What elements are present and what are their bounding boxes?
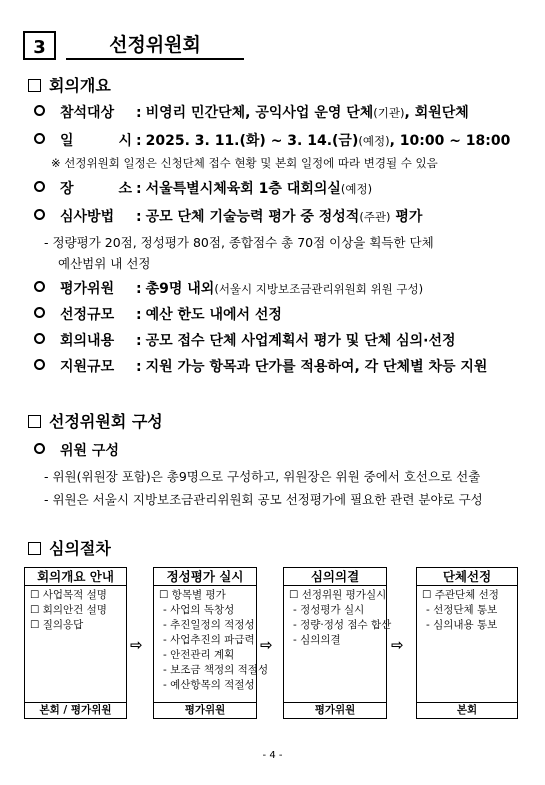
- overview-row-content: 회의내용 : 공모 접수 단체 사업계획서 평가 및 단체 심의·선정: [34, 330, 456, 350]
- overview-row-scale: 선정규모 : 예산 한도 내에서 선정: [34, 304, 282, 324]
- overview-row-support: 지원규모 : 지원 가능 항목과 단가를 적용하여, 각 단체별 차등 지원: [34, 356, 487, 376]
- checkbox-icon: [28, 415, 41, 428]
- procedure-item: ☐ 주관단체 선정: [422, 589, 499, 601]
- row-label: 지원규모: [60, 359, 115, 375]
- circle-bullet-icon: [34, 333, 45, 344]
- procedure-box-title: 정성평가 실시: [154, 568, 256, 586]
- overview-row-venue: 장 소 : 서울특별시체육회 1층 대회의실(예정): [34, 178, 372, 198]
- circle-bullet-icon: [34, 281, 45, 292]
- row-label: 심사방법: [60, 209, 115, 225]
- row-value: 공모 단체 기술능력 평가 중 정성적: [145, 209, 360, 225]
- right-arrow-icon: ⇨: [130, 636, 143, 654]
- composition-subheading-text: 위원 구성: [60, 443, 119, 459]
- procedure-item: - 정성평가 실시: [293, 604, 365, 616]
- row-value-small: (서울시 지방보조금관리위원회 위원 구성): [214, 282, 424, 296]
- method-note-line2: 예산범위 내 선정: [58, 256, 151, 271]
- procedure-item: ☐ 항목별 평가: [159, 589, 226, 601]
- circle-bullet-icon: [34, 359, 45, 370]
- row-label: 평가위원: [60, 281, 115, 297]
- procedure-box-selection: [416, 567, 518, 719]
- procedure-item: - 추진일정의 적정성: [163, 619, 255, 631]
- procedure-heading-text: 심의절차: [49, 539, 111, 558]
- row-value-after: , 회원단체: [404, 105, 469, 121]
- row-value-small: (주관): [359, 210, 391, 224]
- circle-bullet-icon: [34, 181, 45, 192]
- row-value: 공모 접수 단체 사업계획서 평가 및 단체 심의·선정: [145, 333, 456, 349]
- overview-row-evaluators: 평가위원 : 총9명 내외(서울시 지방보조금관리위원회 위원 구성): [34, 278, 423, 298]
- procedure-box-footer: 본회 / 평가위원: [25, 702, 126, 718]
- overview-heading-text: 회의개요: [49, 76, 111, 95]
- row-value-small: (예정): [358, 134, 390, 148]
- row-value: 지원 가능 항목과 단가를 적용하여, 각 단체별 차등 지원: [145, 359, 488, 375]
- procedure-item: - 심의내용 통보: [426, 619, 498, 631]
- overview-row-attendees: 참석대상 : 비영리 민간단체, 공익사업 운영 단체(기관), 회원단체: [34, 102, 469, 122]
- right-arrow-icon: ⇨: [260, 636, 273, 654]
- overview-row-datetime: 일 시 : 2025. 3. 11.(화) ~ 3. 14.(금)(예정), 10:00 ~ 18:00: [34, 130, 510, 150]
- row-label: 선정규모: [60, 307, 115, 323]
- row-value-small: (기관): [373, 106, 405, 120]
- circle-bullet-icon: [34, 209, 45, 220]
- section-number: 3: [23, 31, 56, 60]
- row-label: 장 소: [60, 181, 132, 197]
- procedure-item: ☐ 회의안건 설명: [30, 604, 107, 616]
- procedure-box-footer: 평가위원: [154, 702, 256, 718]
- procedure-box-deliberation: [283, 567, 392, 719]
- overview-heading: [28, 73, 111, 96]
- row-value-after: , 10:00 ~ 18:00: [389, 133, 511, 149]
- circle-bullet-icon: [34, 133, 45, 144]
- composition-subheading: [34, 440, 119, 460]
- procedure-item: - 사업추진의 파급력: [163, 634, 255, 646]
- procedure-item: ☐ 질의응답: [30, 619, 84, 631]
- procedure-item: - 사업의 독창성: [163, 604, 235, 616]
- checkbox-icon: [28, 542, 41, 555]
- method-note-line1: - 정량평가 20점, 정성평가 80점, 종합점수 총 70점 이상을 획득한 단체: [44, 235, 434, 250]
- row-value: 2025. 3. 11.(화) ~ 3. 14.(금): [145, 133, 359, 149]
- composition-heading-text: 선정위원회 구성: [49, 412, 163, 431]
- row-value: 서울특별시체육회 1층 대회의실: [145, 181, 341, 197]
- procedure-item: ☐ 사업목적 설명: [30, 589, 107, 601]
- procedure-box-evaluation: [153, 567, 269, 719]
- circle-bullet-icon: [34, 307, 45, 318]
- procedure-box-title: 단체선정: [417, 568, 517, 586]
- composition-line: - 위원(위원장 포함)은 총9명으로 구성하고, 위원장은 위원 중에서 호선으로 선출: [44, 469, 481, 484]
- procedure-item: - 선정단체 통보: [426, 604, 498, 616]
- procedure-heading: [28, 536, 111, 559]
- procedure-box-footer: 평가위원: [284, 702, 386, 718]
- row-value: 예산 한도 내에서 선정: [145, 307, 282, 323]
- procedure-box-overview: [24, 567, 127, 719]
- procedure-item: - 안전관리 계획: [163, 649, 235, 661]
- composition-line: - 위원은 서울시 지방보조금관리위원회 공모 선정평가에 필요한 관련 분야로 구성: [44, 492, 483, 507]
- row-label: 참석대상: [60, 105, 115, 121]
- procedure-item: - 정량·정성 점수 합산: [293, 619, 392, 631]
- procedure-box-title: 심의의결: [284, 568, 386, 586]
- schedule-note: ※ 선정위원회 일정은 신청단체 접수 현황 및 본회 일정에 따라 변경될 수 있음: [51, 156, 438, 170]
- row-value: 총9명 내외: [145, 281, 215, 297]
- checkbox-icon: [28, 79, 41, 92]
- procedure-item: - 예산항목의 적절성: [163, 679, 255, 691]
- composition-heading: [28, 409, 163, 432]
- circle-bullet-icon: [34, 443, 45, 454]
- row-label: 일 시: [60, 133, 132, 149]
- row-label: 회의내용: [60, 333, 115, 349]
- section-title: 선정위원회: [66, 31, 244, 60]
- row-value-after: 평가: [390, 209, 423, 225]
- circle-bullet-icon: [34, 105, 45, 116]
- page-number: - 4 -: [262, 750, 283, 761]
- right-arrow-icon: ⇨: [391, 636, 404, 654]
- procedure-item: - 심의의결: [293, 634, 341, 646]
- row-value: 비영리 민간단체, 공익사업 운영 단체: [145, 105, 374, 121]
- procedure-item: - 보조금 책정의 적절성: [163, 664, 269, 676]
- procedure-box-title: 회의개요 안내: [25, 568, 126, 586]
- overview-row-method: 심사방법 : 공모 단체 기술능력 평가 중 정성적(주관) 평가: [34, 206, 422, 226]
- procedure-box-footer: 본회: [417, 702, 517, 718]
- row-value-small: (예정): [340, 182, 373, 196]
- procedure-item: ☐ 선정위원 평가실시: [289, 589, 387, 601]
